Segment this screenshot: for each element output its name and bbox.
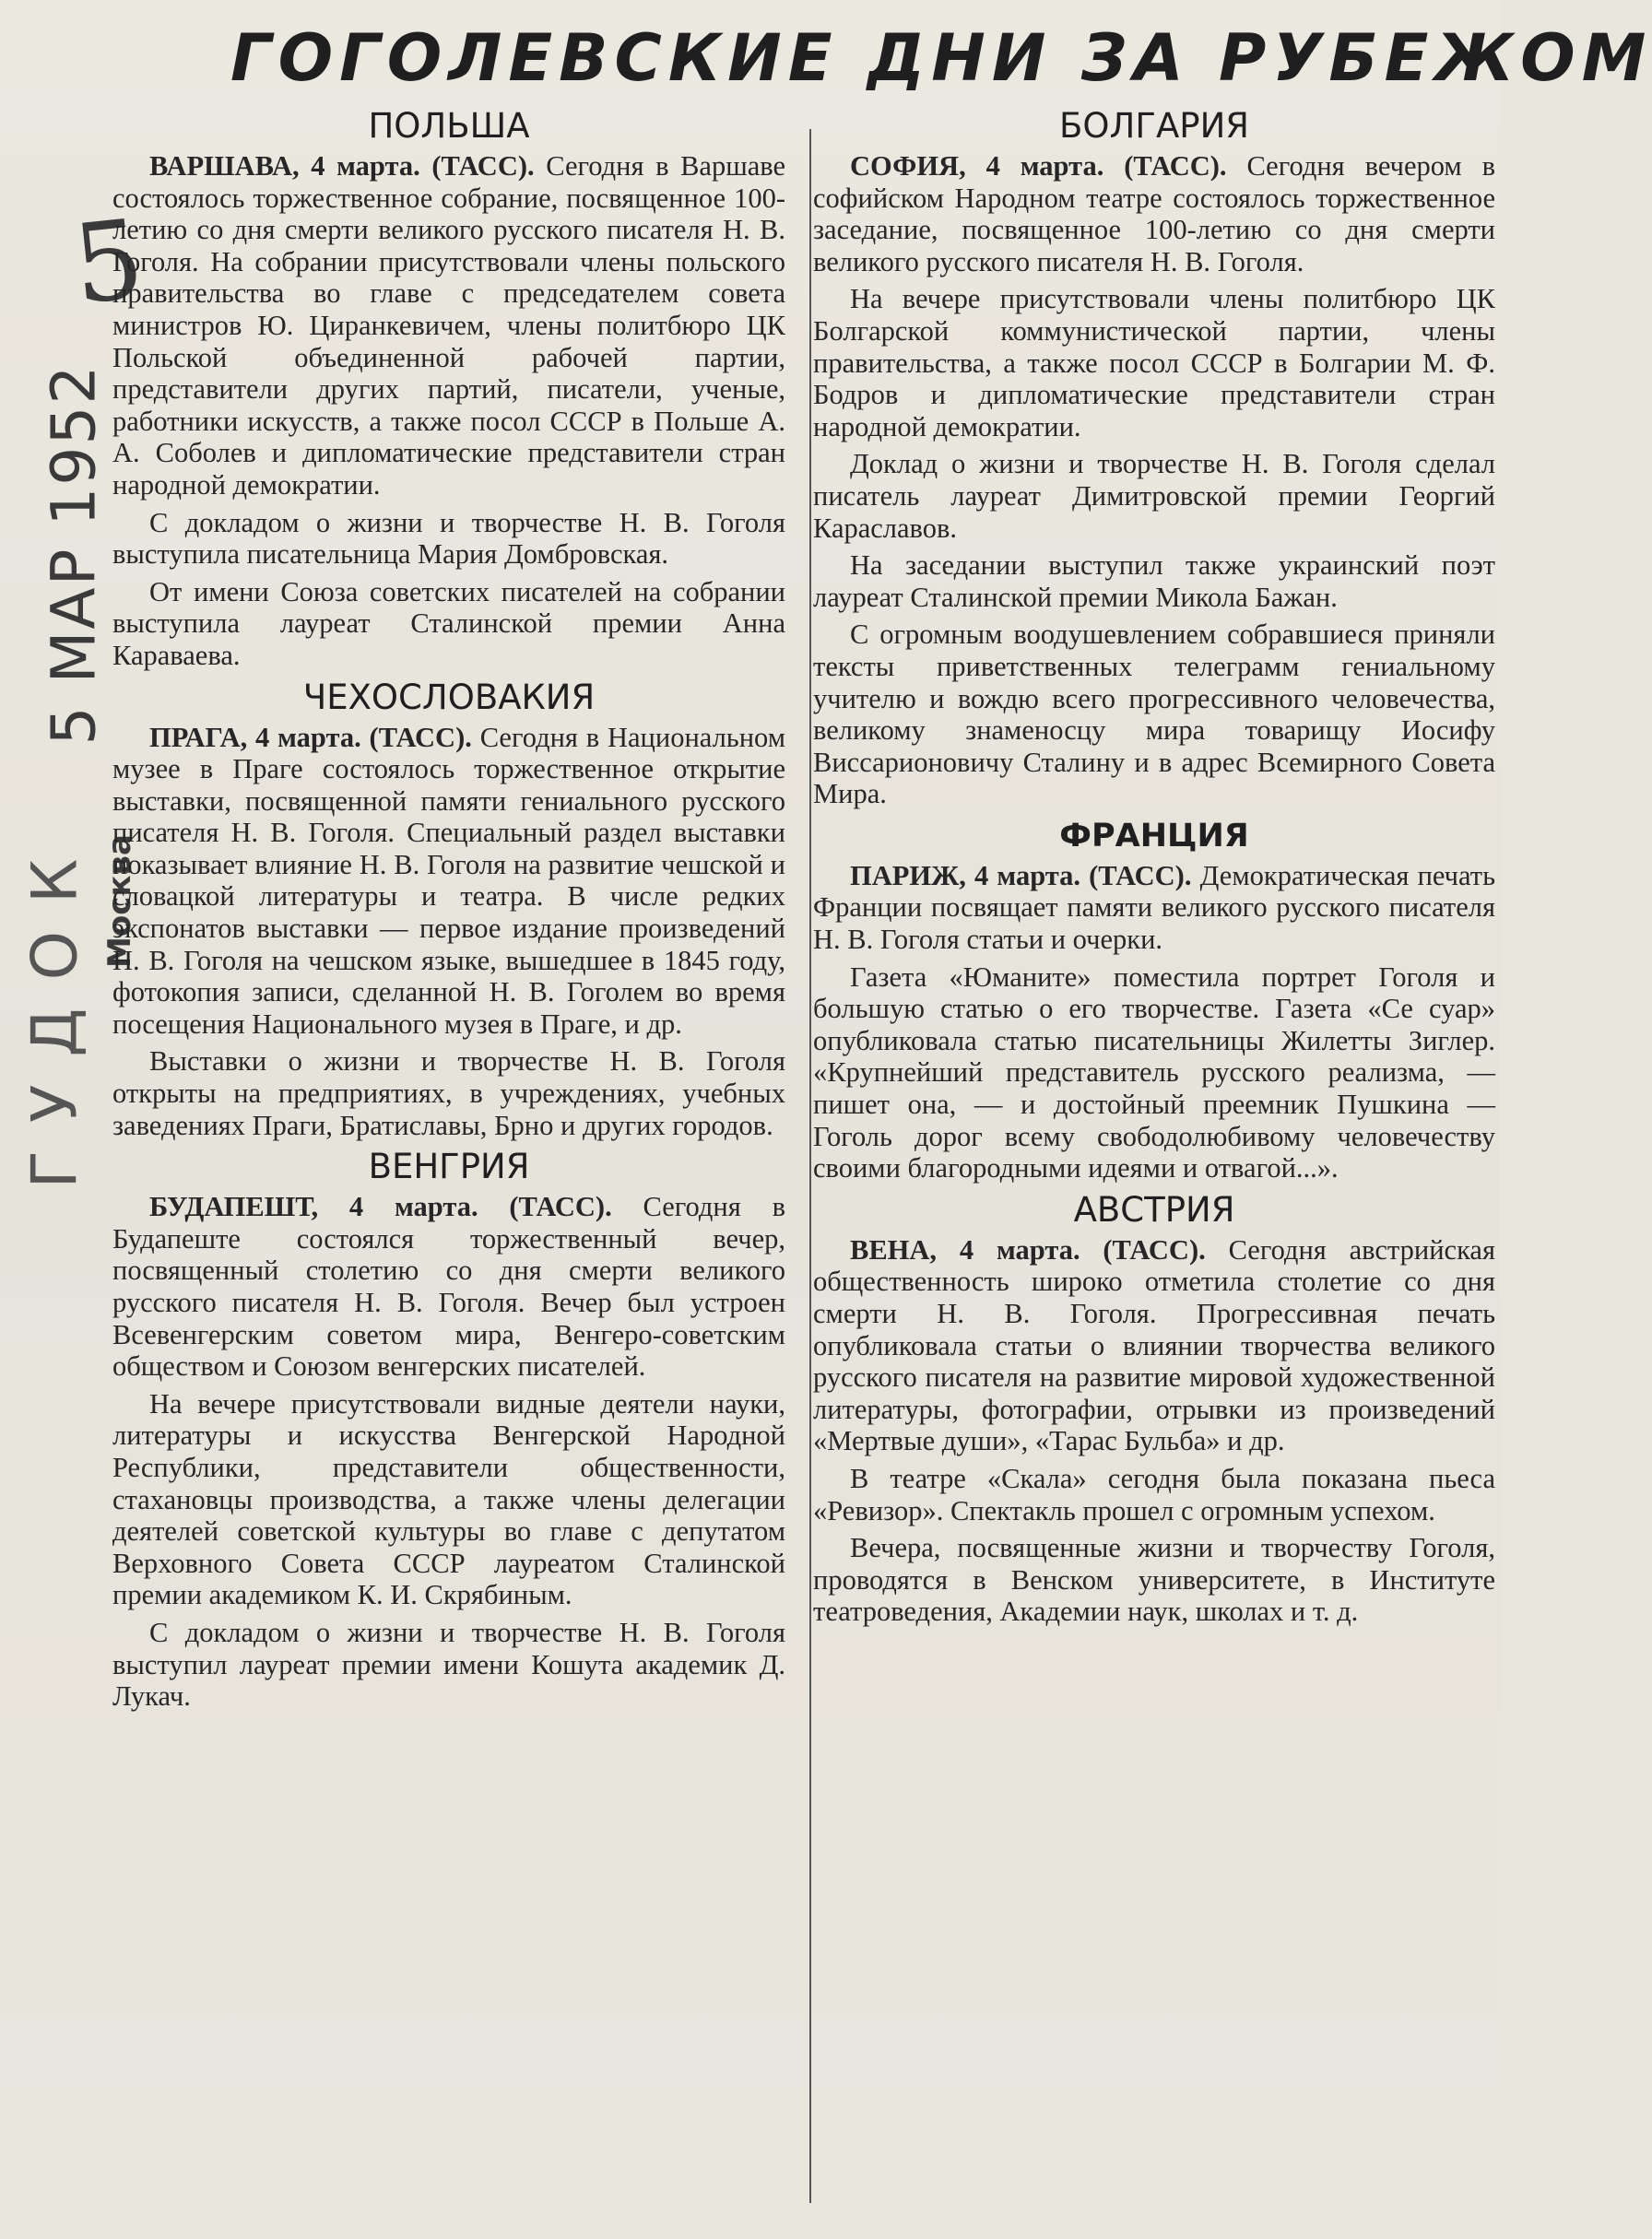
paragraph-text: Сегодня вечером в софийском Народном театре состоялось торжественное заседание, посвященное 100-летию со дня смерти великого русского писателя Н. В. Гоголя. bbox=[813, 150, 1496, 277]
section-bulgaria bbox=[813, 106, 1495, 810]
paragraph bbox=[813, 860, 1495, 956]
paragraph: С докладом о жизни и творчестве Н. В. Гоголя выступила писательница Мария Домбровская. bbox=[112, 506, 785, 571]
paragraph bbox=[813, 1234, 1495, 1457]
paragraph-text: Сегодня австрийская общественность широко отметила столетие со дня смерти Н. В. Гоголя. Прогрессивная печать опубликовала статьи о влиянии творчества великого русского писателя на развитие мировой художественной литературы, фотографии, отрывки из произведений «Мертвые души», «Тарас Бульба» и др. bbox=[813, 1233, 1495, 1457]
section-austria bbox=[813, 1190, 1495, 1628]
section-heading: ФРАНЦИЯ bbox=[1059, 817, 1249, 854]
section-heading: БОЛГАРИЯ bbox=[1059, 106, 1249, 146]
paragraph: С докладом о жизни и творчестве Н. В. Гоголя выступил лауреат премии имени Кошута академик Д. Лукач. bbox=[112, 1616, 785, 1713]
section-heading: ВЕНГРИЯ bbox=[368, 1147, 530, 1187]
section-heading: АВСТРИЯ bbox=[1073, 1189, 1235, 1230]
column-divider bbox=[809, 129, 811, 2203]
paragraph: Доклад о жизни и творчестве Н. В. Гоголя сделал писатель лауреат Димитровской премии Георгий Караславов. bbox=[813, 448, 1495, 544]
paragraph: На заседании выступил также украинский поэт лауреат Сталинской премии Микола Бажан. bbox=[813, 549, 1495, 613]
paragraph: От имени Союза советских писателей на собрании выступила лауреат Сталинской премии Анна Караваева. bbox=[112, 575, 785, 671]
dateline: ПАРИЖ, 4 марта. (ТАСС). bbox=[850, 859, 1192, 891]
stamp-city: Москва bbox=[101, 834, 138, 968]
handwritten-number: 5 bbox=[66, 194, 150, 329]
paragraph: На вечере присутствовали члены политбюро ЦК Болгарской коммунистической партии, члены правительства, а также посол СССР в Болгарии М. Ф. Бодров и дипломатические представители стран народной демократии. bbox=[813, 283, 1495, 442]
section-heading: ЧЕХОСЛОВАКИЯ bbox=[302, 677, 596, 717]
stamp-newspaper-name: ГУДОК bbox=[18, 831, 92, 1189]
section-czechoslovakia bbox=[112, 678, 785, 1142]
right-column bbox=[813, 106, 1495, 1633]
paragraph: На вечере присутствовали видные деятели науки, литературы и искусства Венгерской Народной Республики, представители общественности, стахановцы производства, а также члены делегации деятелей советской культуры во главе с депутатом Верховного Совета СССР лауреатом Сталинской премии академиком К. И. Скрябиным. bbox=[112, 1387, 785, 1611]
paragraph: С огромным воодушевлением собравшиеся приняли тексты приветственных телеграмм гениальному учителю и вождю всего прогрессивного человечества, великому знаменосцу мира товарищу Иосифу Виссарионовичу Сталину и в адрес Всемирного Совета Мира. bbox=[813, 619, 1495, 810]
paragraph-text: Демократическая печать Франции посвящает памяти великого русского писателя Н. В. Гоголя статьи и очерки. bbox=[813, 859, 1495, 956]
paragraph: В театре «Скала» сегодня была показана пьеса «Ревизор». Спектакль прошел с огромным успехом. bbox=[813, 1462, 1495, 1526]
paragraph bbox=[112, 150, 785, 501]
paragraph: Газета «Юманите» поместила портрет Гоголя и большую статью о его творчестве. Газета «Се суар» опубликовала статью писательницы Жилетты Зиглер. «Крупнейший представитель русского реализма, — пишет она, — и достойный преемник Пушкина — Гоголь дорог всему свободолюбивому человечеству своими благородными идеями и отвагой...». bbox=[813, 960, 1495, 1184]
dateline: БУДАПЕШТ, 4 марта. (ТАСС). bbox=[149, 1191, 612, 1223]
dateline: ВЕНА, 4 марта. (ТАСС). bbox=[850, 1233, 1206, 1266]
paragraph: Вечера, посвященные жизни и творчеству Гоголя, проводятся в Венском университете, в Институте театроведения, Академии наук, школах и т. д. bbox=[813, 1532, 1495, 1628]
section-hungary bbox=[112, 1147, 785, 1713]
paragraph bbox=[112, 1191, 785, 1383]
section-heading: ПОЛЬША bbox=[368, 106, 530, 146]
paragraph-text: Сегодня в Будапеште состоялся торжественный вечер, посвященный столетию со дня смерти великого русского писателя Н. В. Гоголя. Вечер был устроен Всевенгерским советом мира, Венгеро-советским обществом и Союзом венгерских писателей. bbox=[112, 1191, 785, 1383]
section-poland bbox=[112, 106, 785, 672]
paragraph bbox=[112, 722, 785, 1041]
dateline: ПРАГА, 4 марта. (ТАСС). bbox=[149, 721, 472, 753]
dateline: ВАРШАВА, 4 марта. (ТАСС). bbox=[149, 150, 535, 182]
dateline: СОФИЯ, 4 марта. (ТАСС). bbox=[850, 150, 1227, 182]
stamp-date: 5 МАР 1952 bbox=[38, 363, 110, 746]
paragraph-text: Сегодня в Национальном музее в Праге состоялось торжественное открытие выставки, посвященной памяти гениального русского писателя Н. В. Гоголя. Специальный раздел выставки показывает влияние Н. В. Гоголя на развитие чешской и словацкой литературы и театра. В числе редких экспонатов выставки — первое издание произведений Н. В. Гоголя на чешском языке, вышедшее в 1845 году, фотокопия записи, сделанной Н. В. Гоголем во время посещения Национального музея в Праге, и др. bbox=[112, 721, 786, 1040]
paragraph: Выставки о жизни и творчестве Н. В. Гоголя открыты на предприятиях, в учреждениях, учебных заведениях Праги, Братиславы, Брно и других городов. bbox=[112, 1045, 785, 1141]
paragraph-text: Сегодня в Варшаве состоялось торжественное собрание, посвященное 100-летию со дня смерти великого русского писателя Н. В. Гоголя. На собрании присутствовали члены польского правительства во главе с председателем совета министров Ю. Циранкевичем, члены политбюро ЦК Польской объединенной рабочей партии, представители других партий, писатели, ученые, работники искусств, а также посол СССР в Польше А. А. Соболев и дипломатические представители стран народной демократии. bbox=[112, 150, 786, 501]
paragraph bbox=[813, 150, 1495, 277]
section-france bbox=[813, 816, 1495, 1184]
left-column bbox=[112, 106, 785, 1718]
headline: ГОГОЛЕВСКИЕ ДНИ ЗА РУБЕЖОМ bbox=[230, 20, 1652, 96]
